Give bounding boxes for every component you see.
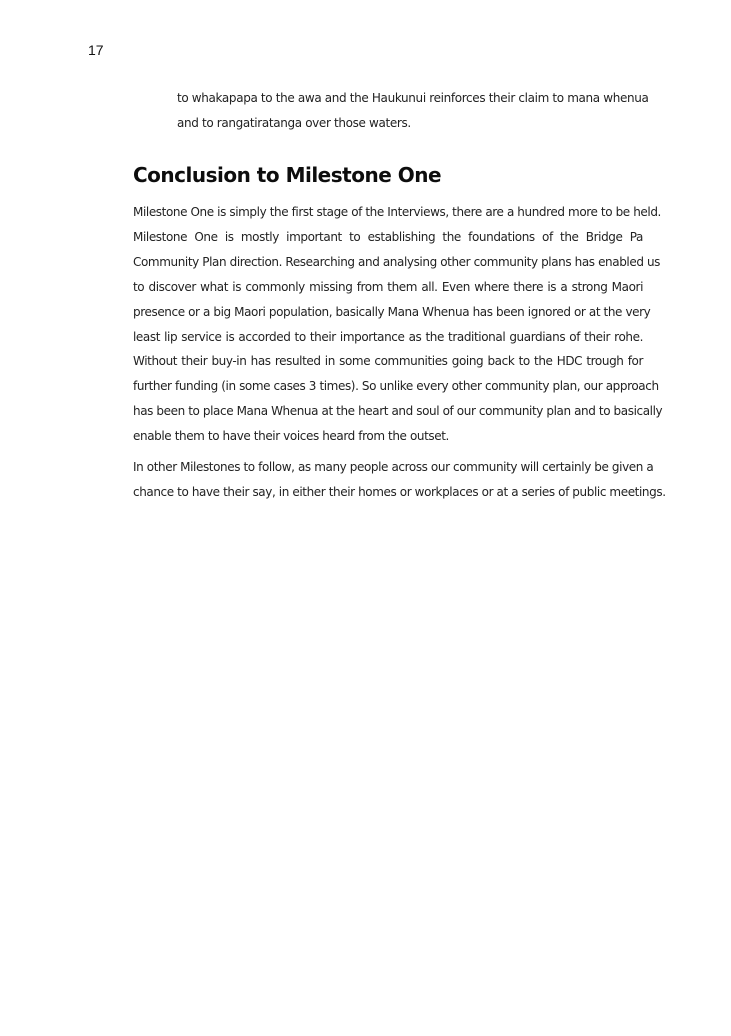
paragraph-line: Community Plan direction. Researching and analysing other community plans has enabled us [133, 254, 661, 269]
paragraph-line: Milestone One is mostly important to establishing the foundations of the Bridge Pa [133, 229, 643, 244]
paragraph-line: further funding (in some cases 3 times). So unlike every other community plan, our approach [133, 379, 659, 394]
conclusion-paragraph-1 [133, 200, 663, 449]
paragraph-line: has been to place Mana Whenua at the heart and soul of our community plan and to basically [133, 404, 663, 419]
paragraph-line: chance to have their say, in either their homes or workplaces or at a series of public meetings. [133, 484, 666, 499]
paragraph-line: Without their buy-in has resulted in some communities going back to the HDC trough for [133, 354, 643, 369]
intro-continuation [177, 86, 647, 136]
paragraph-line: presence or a big Maori population, basically Mana Whenua has been ignored or at the very [133, 304, 651, 319]
paragraph-line: Milestone One is simply the first stage of the Interviews, there are a hundred more to be held. [133, 205, 661, 219]
paragraph-line: In other Milestones to follow, as many people across our community will certainly be given a [133, 460, 654, 474]
paragraph-line: to discover what is commonly missing from them all. Even where there is a strong Maori [133, 279, 643, 294]
paragraph-line: enable them to have their voices heard from the outset. [133, 429, 449, 444]
page-number: 17 [88, 42, 104, 58]
paragraph-line: least lip service is accorded to their importance as the traditional guardians of their rohe. [133, 329, 643, 344]
intro-line: to whakapapa to the awa and the Haukunui reinforces their claim to mana whenua [177, 91, 649, 105]
section-heading: Conclusion to Milestone One [133, 163, 442, 187]
conclusion-paragraph-2 [133, 455, 666, 505]
intro-line: and to rangatiratanga over those waters. [177, 116, 411, 130]
